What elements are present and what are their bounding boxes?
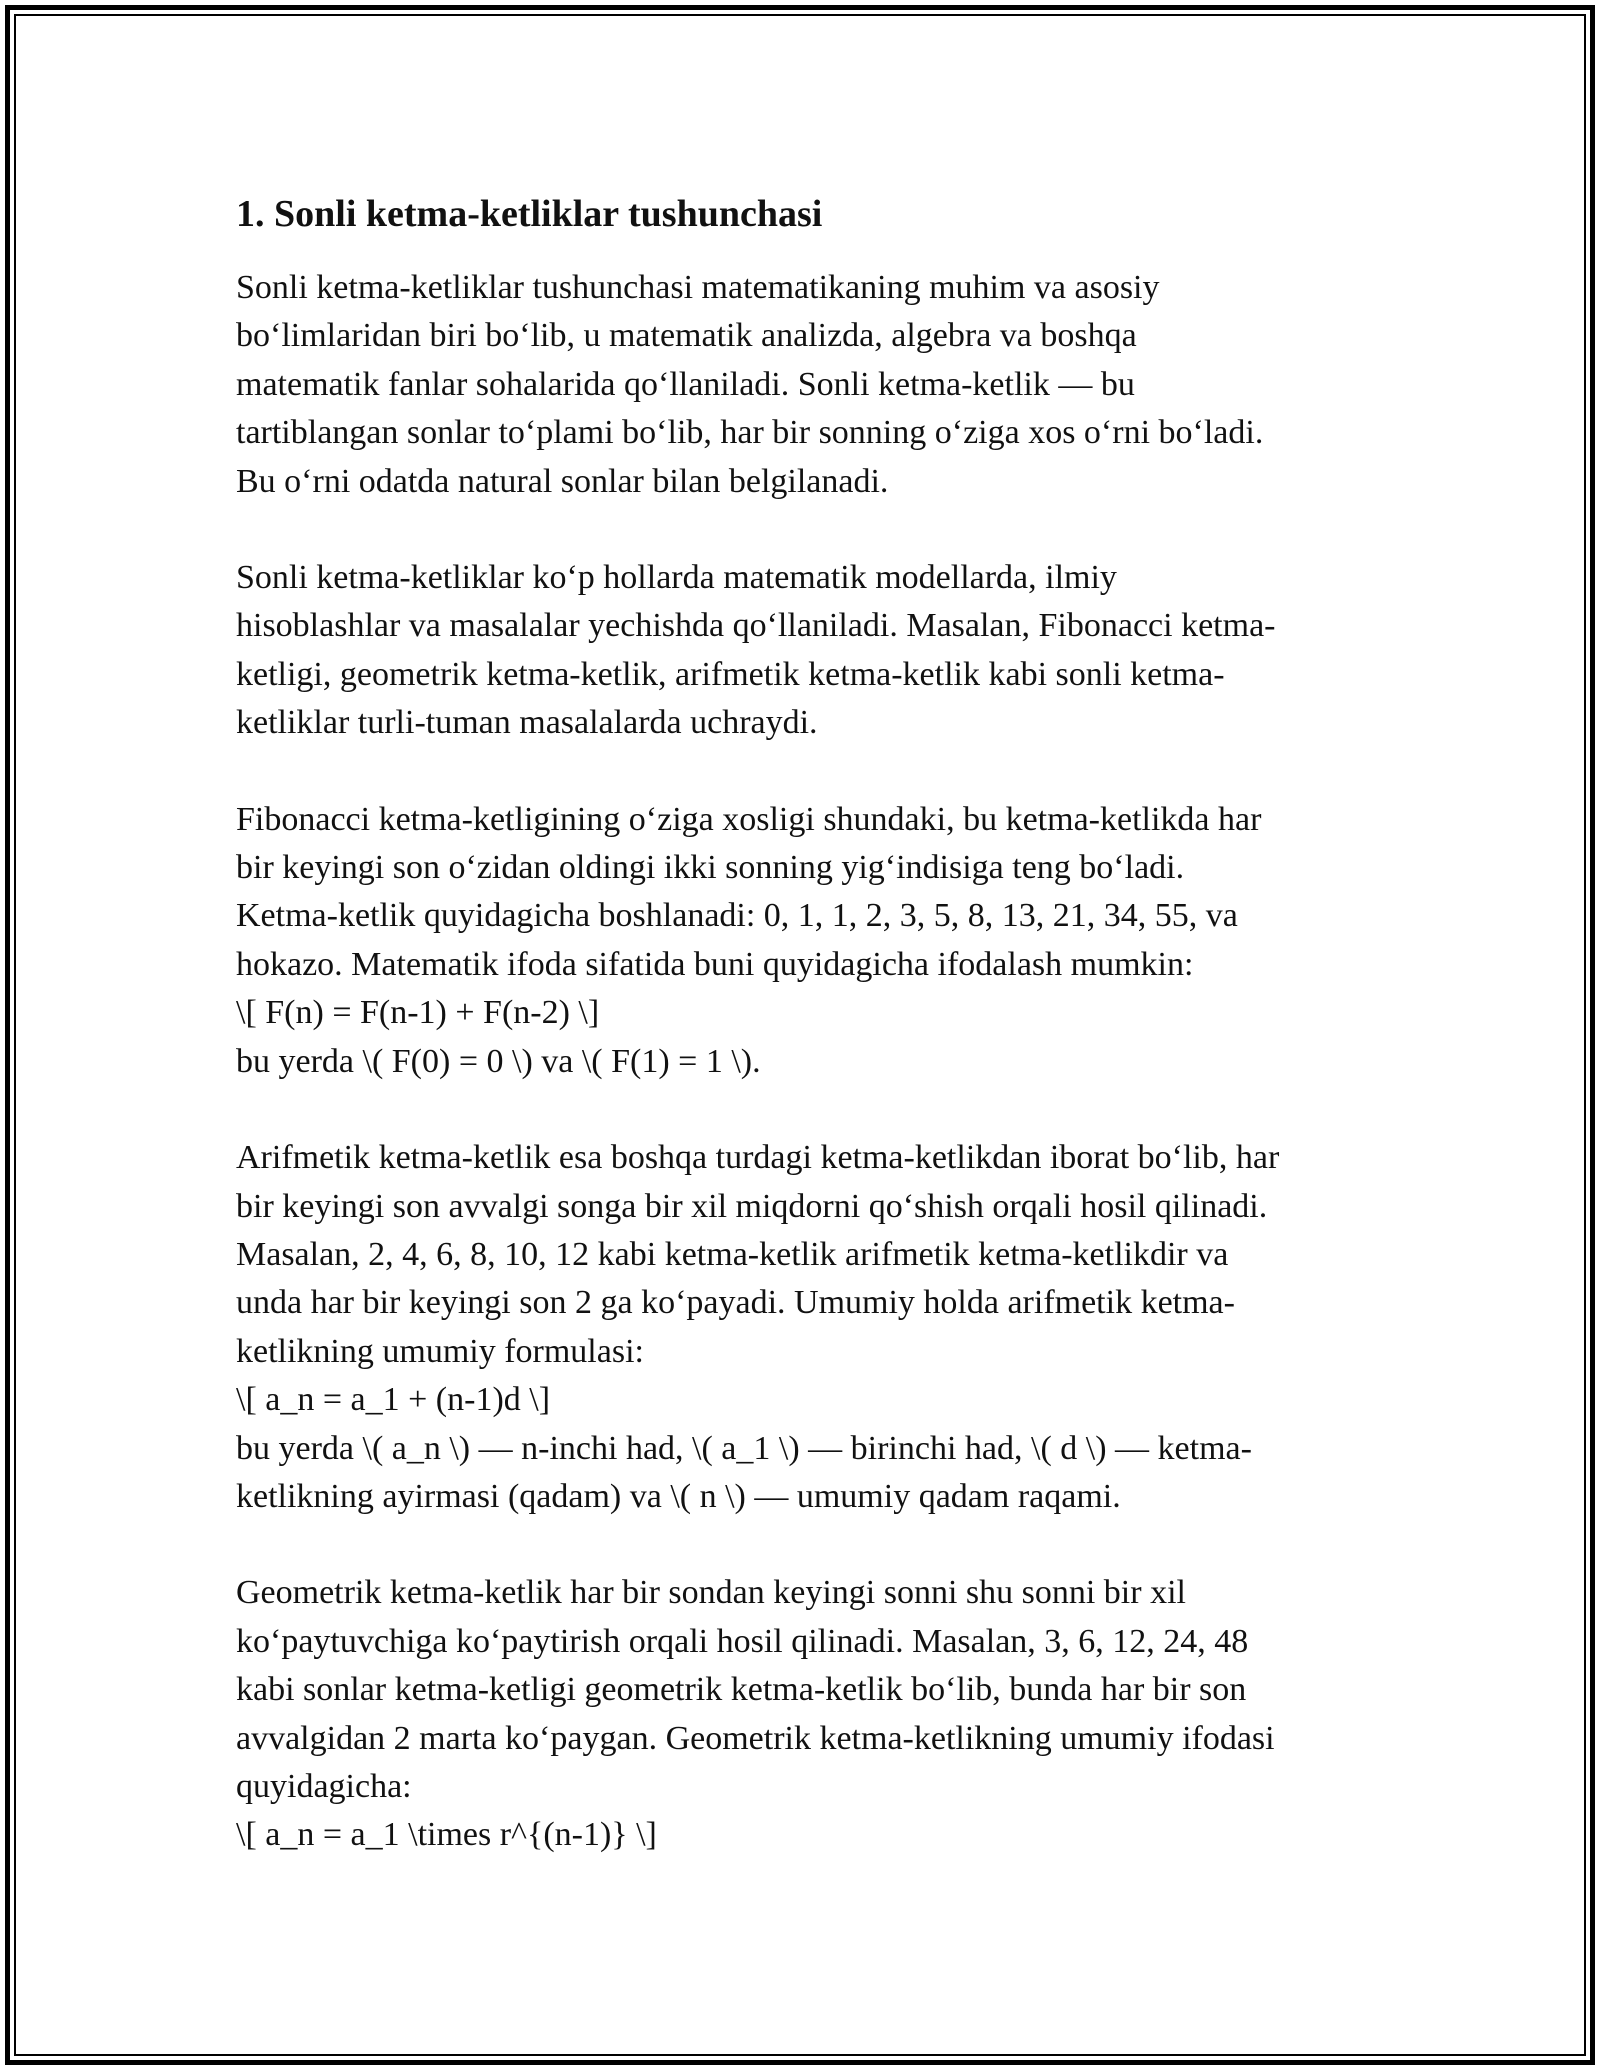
text-line: ketlikning ayirmasi (qadam) va \( n \) — umumiy qadam raqami. (236, 1477, 1121, 1515)
formula-line: \[ a_n = a_1 \times r^{(n-1)} \] (236, 1816, 657, 1854)
text-line: bo‘limlaridan biri bo‘lib, u matematik analizda, algebra va boshqa (236, 317, 1137, 355)
text-line: Fibonacci ketma-ketligining o‘ziga xosligi shundaki, bu ketma-ketlikda har (236, 800, 1262, 838)
text-line: ketligi, geometrik ketma-ketlik, arifmetik ketma-ketlik kabi sonli ketma- (236, 655, 1225, 693)
text-line: unda har bir keyingi son 2 ga ko‘payadi. Umumiy holda arifmetik ketma- (236, 1284, 1235, 1322)
paragraph-intro (236, 264, 1376, 506)
text-line: tartiblangan sonlar to‘plami bo‘lib, har bir sonning o‘ziga xos o‘rni bo‘ladi. (236, 414, 1264, 452)
text-line: Ketma-ketlik quyidagicha boshlanadi: 0, 1, 1, 2, 3, 5, 8, 13, 21, 34, 55, va (236, 897, 1238, 935)
paragraph-fibonacci (236, 796, 1376, 1086)
text-line: Arifmetik ketma-ketlik esa boshqa turdagi ketma-ketlikdan iborat bo‘lib, har (236, 1139, 1280, 1177)
text-line: Geometrik ketma-ketlik har bir sondan keyingi sonni shu sonni bir xil (236, 1574, 1186, 1612)
text-line: quyidagicha: (236, 1767, 412, 1805)
text-line: ko‘paytuvchiga ko‘paytirish orqali hosil qilinadi. Masalan, 3, 6, 12, 24, 48 (236, 1622, 1249, 1660)
text-line: bir keyingi son o‘zidan oldingi ikki sonning yig‘indisiga teng bo‘ladi. (236, 849, 1185, 887)
text-line: Sonli ketma-ketliklar tushunchasi matematikaning muhim va asosiy (236, 269, 1160, 306)
text-line: Sonli ketma-ketliklar ko‘p hollarda matematik modellarda, ilmiy (236, 559, 1117, 597)
paragraph-arithmetic (236, 1134, 1376, 1521)
document-body (236, 188, 1376, 1908)
text-line: ketlikning umumiy formulasi: (236, 1332, 644, 1370)
text-line: bu yerda \( F(0) = 0 \) va \( F(1) = 1 \). (236, 1042, 761, 1080)
text-line: Masalan, 2, 4, 6, 8, 10, 12 kabi ketma-ketlik arifmetik ketma-ketlikdir va (236, 1235, 1229, 1273)
text-line: bir keyingi son avvalgi songa bir xil miqdorni qo‘shish orqali hosil qilinadi. (236, 1187, 1268, 1225)
text-line: kabi sonlar ketma-ketligi geometrik ketma-ketlik bo‘lib, bunda har bir son (236, 1671, 1247, 1709)
text-line: Bu o‘rni odatda natural sonlar bilan belgilanadi. (236, 462, 889, 500)
text-line: hokazo. Matematik ifoda sifatida buni quyidagicha ifodalash mumkin: (236, 945, 1194, 983)
formula-line: \[ a_n = a_1 + (n-1)d \] (236, 1381, 551, 1419)
text-line: matematik fanlar sohalarida qo‘llaniladi. Sonli ketma-ketlik — bu (236, 365, 1135, 403)
text-line: bu yerda \( a_n \) — n-inchi had, \( a_1 \) — birinchi had, \( d \) — ketma- (236, 1429, 1252, 1467)
text-line: hisoblashlar va masalalar yechishda qo‘llaniladi. Masalan, Fibonacci ketma- (236, 607, 1276, 645)
paragraph-applications (236, 554, 1376, 748)
text-line: ketliklar turli-tuman masalalarda uchraydi. (236, 704, 818, 742)
formula-line: \[ F(n) = F(n-1) + F(n-2) \] (236, 994, 600, 1032)
section-title: 1. Sonli ketma-ketliklar tushunchasi (236, 193, 823, 235)
text-line: avvalgidan 2 marta ko‘paygan. Geometrik ketma-ketlikning umumiy ifodasi (236, 1719, 1275, 1757)
paragraph-geometric (236, 1569, 1376, 1859)
